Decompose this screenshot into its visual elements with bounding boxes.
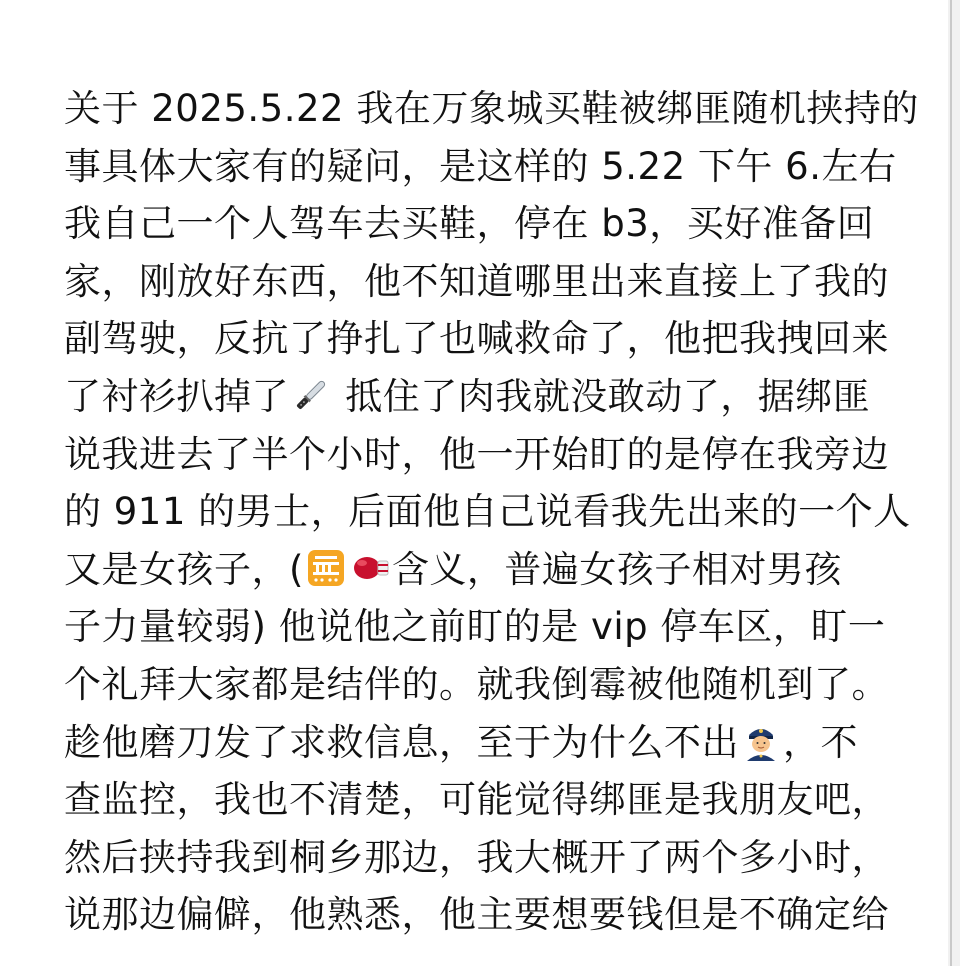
boxing-glove-icon [350, 548, 390, 588]
post-line: 然后挟持我到桐乡那边，我大概开了两个多小时， [64, 835, 889, 879]
post-line: 子力量较弱) 他说他之前盯的是 vip 停车区，盯一 [64, 605, 886, 649]
post-line: 说我进去了半个小时，他一开始盯的是停在我旁边 [64, 432, 889, 476]
post-line-segment: 又是女孩子，( [64, 547, 304, 591]
post-line-segment: 了衬衫扒掉了 [64, 374, 289, 418]
knife-icon [291, 375, 331, 415]
post-line [64, 714, 904, 772]
post-line: 查监控，我也不清楚，可能觉得绑匪是我朋友吧， [64, 778, 889, 822]
post-body [64, 80, 919, 944]
post-line-segment: ，不 [783, 720, 858, 764]
police-officer-icon [741, 721, 781, 761]
post-line: 事具体大家有的疑问，是这样的 5.22 下午 6.左右 [64, 144, 897, 188]
post-line: 家，刚放好东西，他不知道哪里出来直接上了我的 [64, 259, 889, 303]
mu-button-icon [306, 548, 346, 588]
post-line-segment: 含义，普遍女孩子相对男孩 [391, 547, 842, 591]
post-line [64, 541, 904, 599]
post-line: 的 911 的男士，后面他自己说看我先出来的一个人 [64, 490, 911, 534]
post-line: 副驾驶，反抗了挣扎了也喊救命了，他把我拽回来 [64, 317, 889, 361]
post-line: 关于 2025.5.22 我在万象城买鞋被绑匪随机挟持的 [64, 87, 919, 130]
post-line: 个礼拜大家都是结伴的。就我倒霉被他随机到了。 [64, 662, 889, 706]
post-line-segment: 抵住了肉我就没敢动了，据绑匪 [333, 374, 871, 418]
post-line: 说那边偏僻，他熟悉，他主要想要钱但是不确定给 [64, 893, 889, 937]
post-line [64, 368, 904, 426]
post-line-segment: 趁他磨刀发了求救信息，至于为什么不出 [64, 720, 739, 764]
post-line: 我自己一个人驾车去买鞋，停在 b3，买好准备回 [64, 202, 875, 246]
scrollbar-edge [950, 0, 952, 966]
